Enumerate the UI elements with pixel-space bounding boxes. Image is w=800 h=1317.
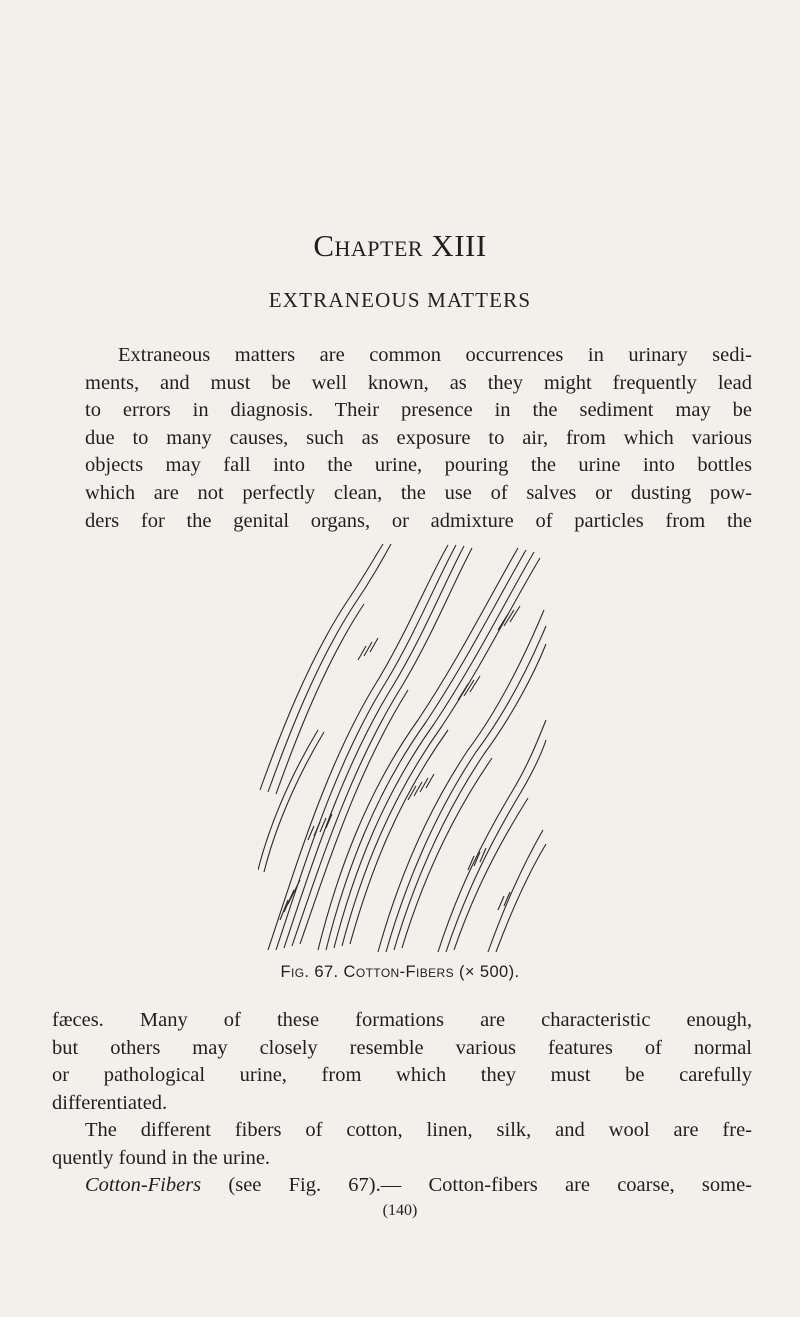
text-line: ders for the genital organs, or admixture of particles from the: [85, 509, 752, 532]
figure-caption: Fig. 67. Cotton-Fibers (× 500).: [280, 963, 520, 981]
text-line: ments, and must be well known, as they might frequently lead: [85, 371, 752, 394]
paragraph-continued: [52, 1007, 752, 1117]
cotton-fibers-heading: Cotton-Fibers: [85, 1174, 202, 1197]
text-line: due to many causes, such as exposure to air, from which various: [85, 426, 752, 449]
text-line: objects may fall into the urine, pouring the urine into bottles: [85, 454, 752, 477]
cotton-fibers-illustration: [258, 540, 548, 960]
text-line: The different fibers of cotton, linen, silk, and wool are fre-: [85, 1119, 752, 1141]
text-line: [52, 1172, 752, 1200]
section-title: EXTRANEOUS MATTERS: [268, 288, 532, 312]
text-line: Extraneous matters are common occurrences in urinary sedi-: [118, 344, 752, 366]
text-line: but others may closely resemble various features of normal: [52, 1036, 752, 1059]
text-line: quently found in the urine.: [52, 1146, 271, 1169]
paragraph-fibers: [52, 1117, 752, 1200]
text-line: to errors in diagnosis. Their presence in the sediment may be: [85, 399, 752, 422]
text-line: differentiated.: [52, 1091, 168, 1114]
text-line: or pathological urine, from which they must be carefully: [52, 1064, 752, 1087]
cotton-fibers-text: (see Fig. 67).— Cotton-fibers are coarse, some-: [201, 1174, 752, 1197]
page-number: (140): [382, 1202, 418, 1219]
chapter-title: Chapter XIII: [313, 228, 487, 263]
text-line: fæces. Many of these formations are characteristic enough,: [52, 1009, 752, 1031]
paragraph-intro: [52, 342, 752, 535]
text-line: which are not perfectly clean, the use of salves or dusting pow-: [85, 481, 752, 504]
